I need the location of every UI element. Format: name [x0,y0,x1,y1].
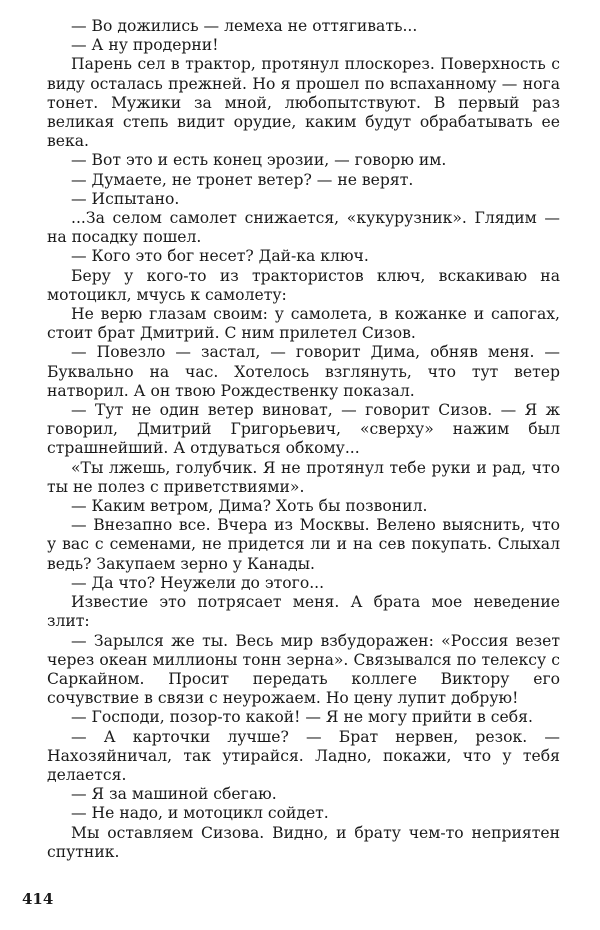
paragraph: — Я за машиной сбегаю. [71,785,277,804]
paragraph: — Вот это и есть конец эрозии, — говорю им. [71,151,447,170]
paragraph: — Каким ветром, Дима? Хоть бы позвонил. [71,497,428,516]
paragraph: — Да что? Неужели до этого... [71,573,325,592]
paragraph: — Думаете, не тронет ветер? — не верят. [71,170,414,189]
paragraph: — А карточки лучше? — Брат нервен, резок. — Нахозяйничал, так утирайся. Ладно, покажи, что у тебя делается. [47,727,560,784]
paragraph: — Кого это бог несет? Дай-ка ключ. [71,247,369,266]
paragraph: — Во дожились — лемеха не оттягивать... [71,17,418,35]
paragraph: Не верю глазам своим: у самолета, в кожанке и сапогах, стоит брат Дмитрий. С ним прилетел Сизов. [47,305,560,343]
paragraph: Известие это потрясает меня. А брата мое неведение злит: [47,593,560,631]
paragraph: — Господи, позор-то какой! — Я не могу прийти в себя. [71,708,533,727]
paragraph: «Ты лжешь, голубчик. Я не протянул тебе руки и рад, что ты не полез с приветствиями». [47,458,560,496]
paragraph: — Повезло — застал, — говорит Дима, обняв меня. — Буквально на час. Хотелось взглянуть, что тут ветер натворил. А он твою Рождественку показал. [47,343,560,400]
paragraph: — Не надо, и мотоцикл сойдет. [71,804,329,823]
paragraph: Мы оставляем Сизова. Видно, и брату чем-то неприятен спутник. [47,823,560,861]
paragraph: — Внезапно все. Вчера из Москвы. Велено выяснить, что у вас с семенами, не придется ли и на сев покупать. Слыхал ведь? Закупаем зерно у Канады. [47,516,560,573]
page-number: 414 [22,890,54,908]
paragraph: ...За селом самолет снижается, «кукурузник». Глядим — на посадку пошел. [47,209,560,247]
paragraph: — Зарылся же ты. Весь мир взбудоражен: «Россия везет через океан миллионы тонн зерна». Связывался по телексу с Саркайном. Просит передать коллеге Виктору его сочувствие в связи с неурожаем. Но цену лупит добрую! [47,631,560,708]
paragraph: Парень сел в трактор, протянул плоскорез. Поверхность с виду осталась прежней. Но я прошел по вспаханному — нога тонет. Мужики за мной, любопытствуют. В первый раз великая степь видит орудие, каким будут обрабатывать ее века. [47,55,560,151]
paragraph: — Испытано. [71,189,180,208]
page-text [47,17,560,862]
paragraph: Беру у кого-то из трактористов ключ, вскакиваю на мотоцикл, мчусь к самолету: [47,266,560,304]
paragraph: — Тут не один ветер виноват, — говорит Сизов. — Я ж говорил, Дмитрий Григорьевич, «сверху» нажим был страшнейший. А отдуваться обкому... [47,401,560,458]
paragraph: — А ну продерни! [71,36,219,55]
